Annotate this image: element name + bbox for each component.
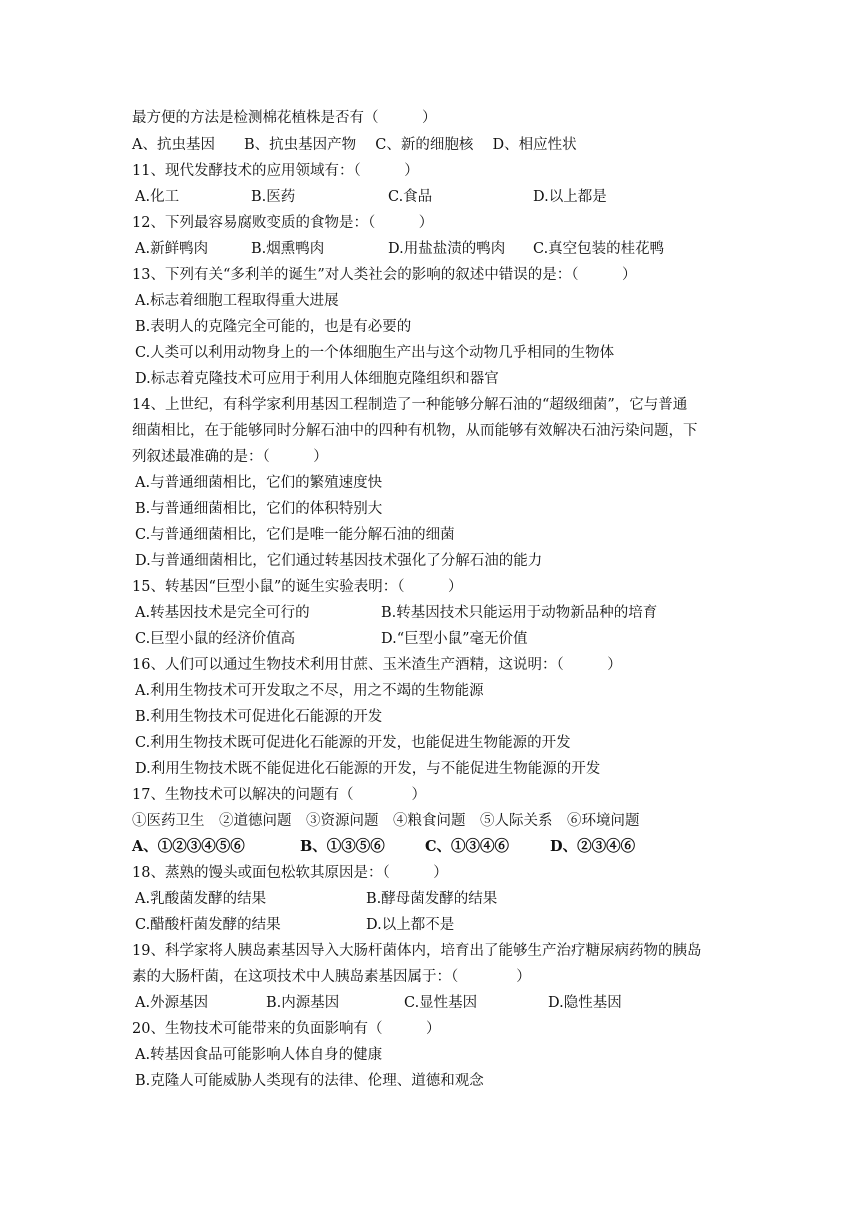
q19-option-b: B.内源基因 [266, 995, 340, 1011]
q20-option-a: A.转基因食品可能影响人体自身的健康 [135, 1047, 383, 1063]
q19-stem-line2: 素的大肠杆菌，在这项技术中人胰岛素基因属于：（ ） [132, 969, 531, 985]
q17-items: ①医药卫生 ②道德问题 ③资源问题 ④粮食问题 ⑤人际关系 ⑥环境问题 [132, 813, 640, 829]
q19-option-d: D.隐性基因 [548, 995, 622, 1011]
q15-stem: 15、转基因“巨型小鼠”的诞生实验表明：（ ） [132, 579, 463, 595]
q14-option-c: C.与普通细菌相比，它们是唯一能分解石油的细菌 [135, 527, 455, 543]
q14-option-a: A.与普通细菌相比，它们的繁殖速度快 [135, 475, 383, 491]
q14-option-b: B.与普通细菌相比，它们的体积特别大 [135, 501, 383, 517]
q14-stem-line3: 列叙述最准确的是：（ ） [132, 449, 328, 465]
q14-option-d: D.与普通细菌相比，它们通过转基因技术强化了分解石油的能力 [135, 553, 543, 569]
q13-stem: 13、下列有关“多利羊的诞生”对人类社会的影响的叙述中错误的是：（ ） [132, 267, 637, 283]
q13-option-b: B.表明人的克隆完全可能的，也是有必要的 [135, 319, 412, 335]
q11-stem: 11、现代发酵技术的应用领域有：（ ） [132, 163, 419, 179]
q12-option-d: D.用盐盐渍的鸭肉 [388, 241, 506, 257]
q10-stem-continued: 最方便的方法是检测棉花植株是否有（ ） [132, 110, 437, 126]
q15-option-a: A.转基因技术是完全可行的 [135, 605, 310, 621]
q19-option-a: A.外源基因 [135, 995, 209, 1011]
q16-option-c: C.利用生物技术既可促进化石能源的开发，也能促进生物能源的开发 [135, 735, 571, 751]
q14-stem-line2: 细菌相比，在于能够同时分解石油中的四种有机物，从而能够有效解决石油污染问题，下 [132, 423, 698, 439]
q17-option-c: C、①③④⑥ [425, 838, 510, 855]
q11-option-c: C.食品 [388, 189, 433, 205]
q16-option-b: B.利用生物技术可促进化石能源的开发 [135, 709, 383, 725]
q12-option-b: B.烟熏鸭肉 [251, 241, 325, 257]
q17-option-a: A、①②③④⑤⑥ [132, 838, 245, 855]
q12-stem: 12、下列最容易腐败变质的食物是：（ ） [132, 215, 434, 231]
q18-stem: 18、蒸熟的馒头或面包松软其原因是：（ ） [132, 865, 448, 881]
q16-option-a: A.利用生物技术可开发取之不尽，用之不竭的生物能源 [135, 683, 484, 699]
q16-option-d: D.利用生物技术既不能促进化石能源的开发，与不能促进生物能源的开发 [135, 761, 601, 777]
q10-options: A、抗虫基因 B、抗虫基因产物 C、新的细胞核 D、相应性状 [132, 137, 577, 153]
q13-option-a: A.标志着细胞工程取得重大进展 [135, 293, 339, 309]
q11-option-a: A.化工 [135, 189, 180, 205]
q17-stem: 17、生物技术可以解决的问题有（ ） [132, 787, 426, 803]
q19-option-c: C.显性基因 [404, 995, 478, 1011]
q18-option-c: C.醋酸杆菌发酵的结果 [135, 917, 281, 933]
q14-stem-line1: 14、上世纪，有科学家利用基因工程制造了一种能够分解石油的“超级细菌”，它与普通 [132, 397, 688, 413]
q12-option-a: A.新鲜鸭肉 [135, 241, 209, 257]
q18-option-a: A.乳酸菌发酵的结果 [135, 891, 267, 907]
q20-option-b: B.克隆人可能威胁人类现有的法律、伦理、道德和观念 [135, 1073, 484, 1089]
q20-stem: 20、生物技术可能带来的负面影响有（ ） [132, 1021, 441, 1037]
q15-option-c: C.巨型小鼠的经济价值高 [135, 631, 296, 647]
q13-option-c: C.人类可以利用动物身上的一个体细胞生产出与这个动物几乎相同的生物体 [135, 345, 615, 361]
q19-stem-line1: 19、科学家将人胰岛素基因导入大肠杆菌体内，培育出了能够生产治疗糖尿病药物的胰岛 [132, 943, 702, 959]
q18-option-d: D.以上都不是 [366, 917, 455, 933]
q11-option-b: B.医药 [251, 189, 296, 205]
q13-option-d: D.标志着克隆技术可应用于利用人体细胞克隆组织和器官 [135, 371, 499, 387]
q17-option-d: D、②③④⑥ [550, 838, 636, 855]
q15-option-b: B.转基因技术只能运用于动物新品种的培育 [381, 605, 658, 621]
q12-option-c: C.真空包装的桂花鸭 [533, 241, 665, 257]
q16-stem: 16、人们可以通过生物技术利用甘蔗、玉米渣生产酒精，这说明：（ ） [132, 657, 622, 673]
q11-option-d: D.以上都是 [533, 189, 607, 205]
q17-option-b: B、①③⑤⑥ [300, 838, 385, 855]
q18-option-b: B.酵母菌发酵的结果 [366, 891, 498, 907]
q15-option-d: D.“巨型小鼠”毫无价值 [381, 631, 528, 647]
